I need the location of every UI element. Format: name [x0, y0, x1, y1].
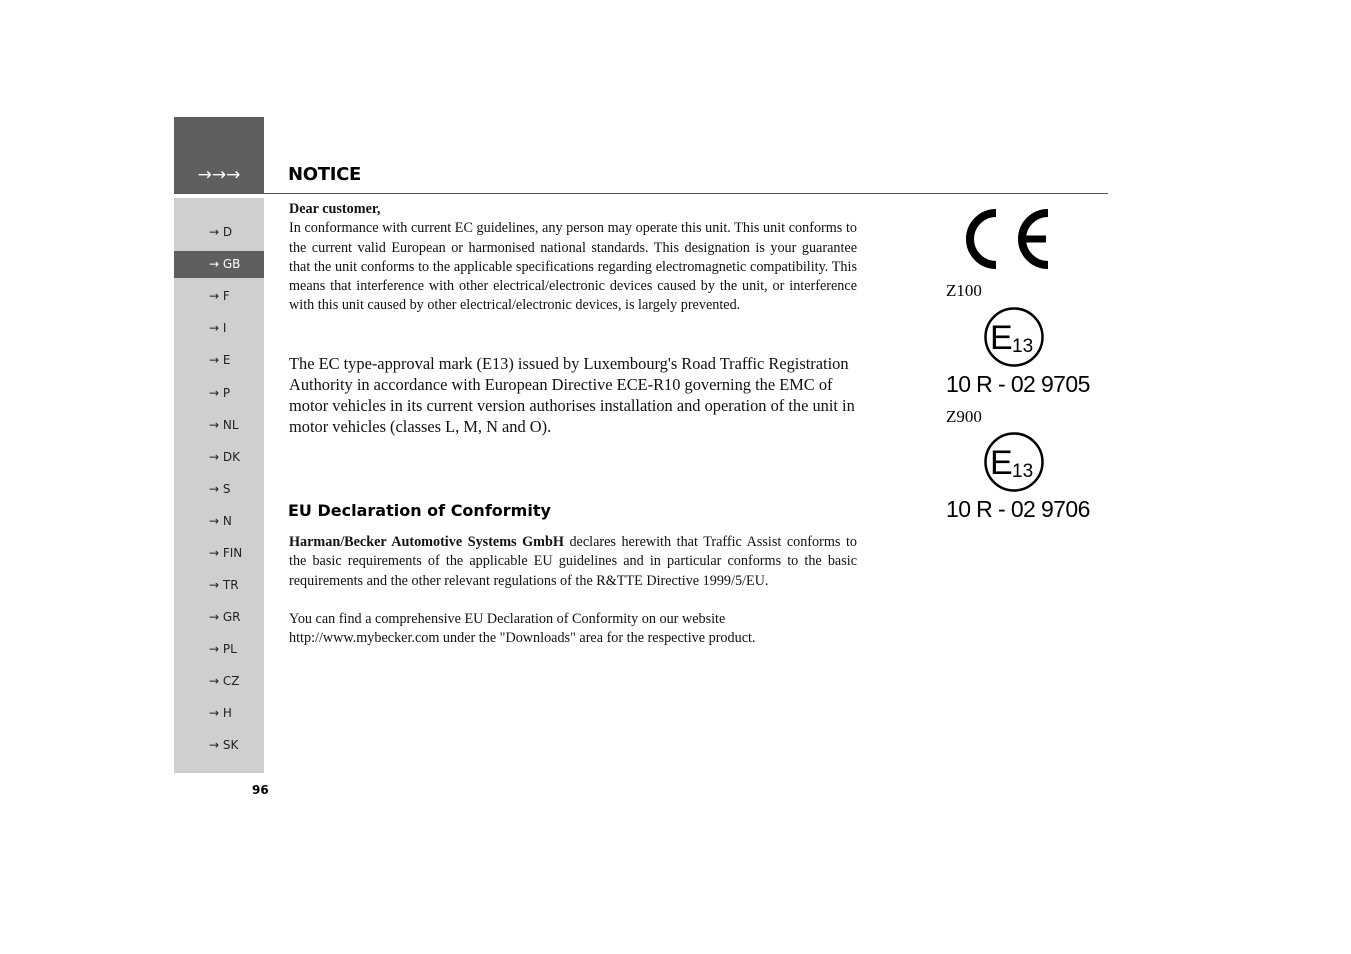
sidebar-item-gb[interactable]: → GB — [174, 251, 264, 278]
company-name: Harman/Becker Automotive Systems GmbH — [289, 534, 564, 550]
sidebar-item-cz[interactable]: → CZ — [209, 674, 240, 688]
svg-text:E: E — [990, 444, 1013, 482]
website-line-1: You can find a comprehensive EU Declaration of Conformity on our website — [289, 611, 726, 627]
eu-declaration-heading: EU Declaration of Conformity — [288, 501, 551, 520]
sidebar-item-tr[interactable]: → TR — [209, 578, 239, 592]
e13-mark-icon — [983, 306, 1045, 368]
intro-text: In conformance with current EC guidelines, any person may operate this unit. This unit conforms to the current valid European or harmonised national standards. This designation is your guarantee that the unit conforms to the applicable specifications regarding electromagnetic compatibility. This means that interference with other electrical/electronic devices caused by the unit, or interference with this unit caused by other electrical/electronic devices, is largely prevented. — [289, 220, 857, 314]
sidebar-item-h[interactable]: → H — [209, 706, 232, 720]
type-approval-paragraph: The EC type-approval mark (E13) issued by Luxembourg's Road Traffic Registration Authority in accordance with European Directive ECE-R10 governing the EMC of motor vehicles in its current version authorises installation and operation of the unit in motor vehicles (classes L, M, N and O). — [289, 354, 855, 436]
greeting: Dear customer, — [289, 201, 381, 217]
sidebar-item-gr[interactable]: → GR — [209, 610, 241, 624]
approval-number-z900: 10 R - 02 9706 — [946, 496, 1090, 522]
website-line-2: http://www.mybecker.com under the "Downloads" area for the respective product. — [289, 630, 756, 647]
sidebar-item-fin[interactable]: → FIN — [209, 546, 243, 560]
sidebar-item-s[interactable]: → S — [209, 482, 231, 496]
svg-text:E: E — [990, 319, 1013, 357]
sidebar-item-e[interactable]: → E — [209, 353, 231, 367]
sidebar-item-dk[interactable]: → DK — [209, 450, 240, 464]
svg-text:13: 13 — [1012, 461, 1034, 482]
sidebar-item-pl[interactable]: → PL — [209, 642, 237, 656]
sidebar-item-p[interactable]: → P — [209, 386, 231, 400]
ce-mark-icon — [962, 207, 1054, 271]
page-number: 96 — [252, 783, 269, 797]
sidebar-item-sk[interactable]: → SK — [209, 738, 239, 752]
sidebar-item-n[interactable]: → N — [209, 514, 232, 528]
website-paragraph — [289, 610, 857, 649]
page-title: NOTICE — [288, 164, 362, 185]
header-arrows: →→→ — [197, 165, 241, 185]
model-label-z900: Z900 — [946, 407, 982, 426]
sidebar-item-i[interactable]: → I — [209, 321, 227, 335]
sidebar-item-f[interactable]: → F — [209, 289, 230, 303]
svg-text:13: 13 — [1012, 336, 1034, 357]
e13-mark-icon — [983, 431, 1045, 493]
sidebar-item-d[interactable]: → D — [209, 225, 233, 239]
header-block — [174, 117, 264, 193]
model-label-z100: Z100 — [946, 281, 982, 300]
approval-number-z100: 10 R - 02 9705 — [946, 371, 1090, 397]
conformity-text: declares herewith that Traffic Assist conforms to the basic requirements of the applicable EU guidelines and in particular conforms to the basic requirements and the other relevant regulations of the R&TTE Directive 1999/5/EU. — [289, 534, 857, 589]
sidebar-item-nl[interactable]: → NL — [209, 418, 239, 432]
header-divider — [174, 193, 1108, 194]
intro-paragraph — [289, 200, 857, 316]
conformity-paragraph — [289, 533, 857, 591]
language-sidebar — [174, 198, 264, 773]
